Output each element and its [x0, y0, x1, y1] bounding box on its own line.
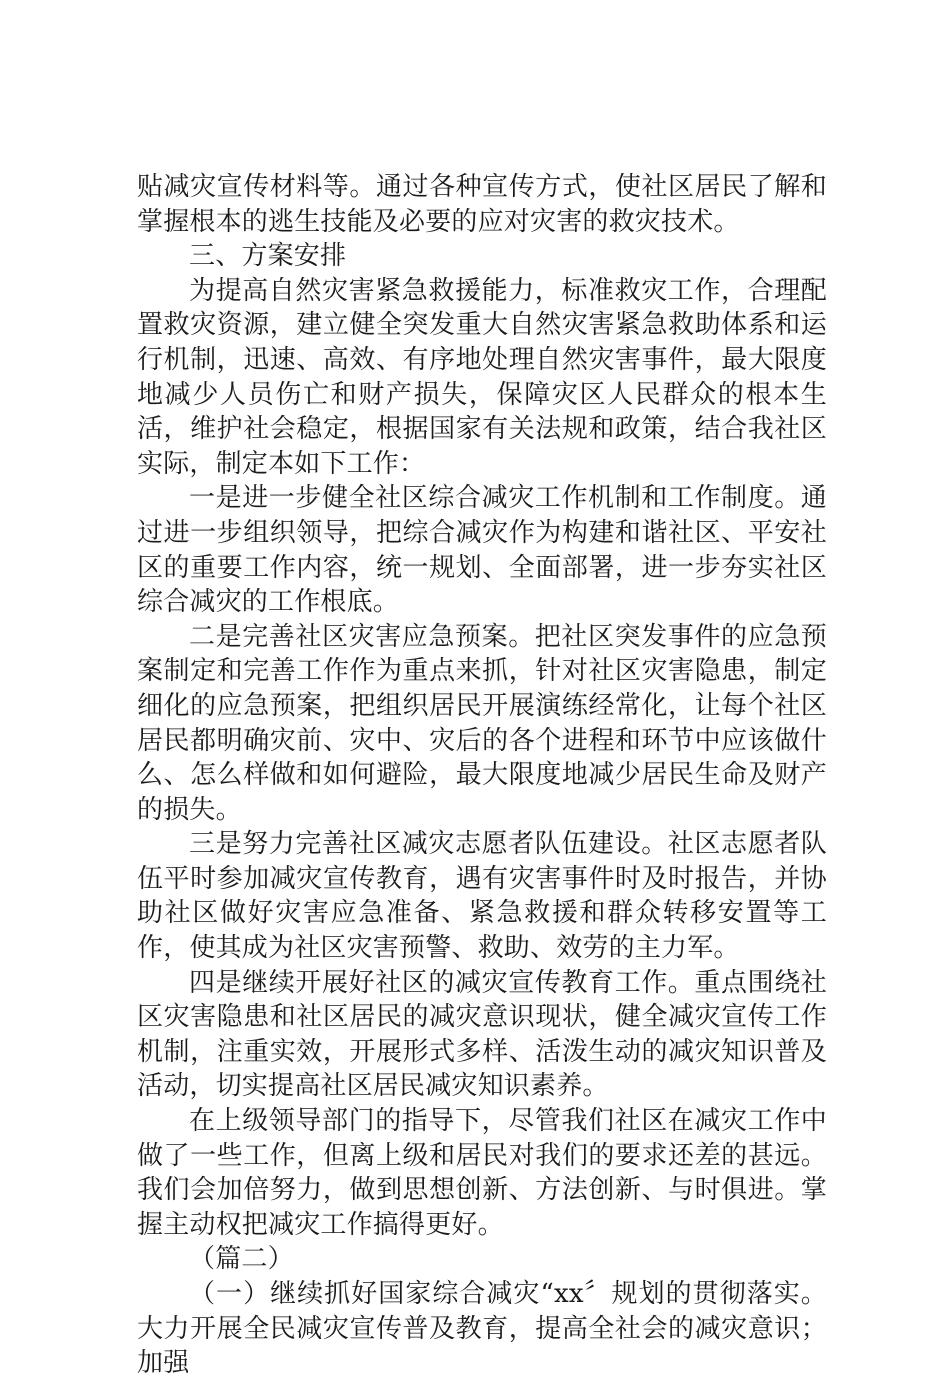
paragraph-item-4: 四是继续开展好社区的减灾宣传教育工作。重点围绕社区灾害隐患和社区居民的减灾意识现状，健全减灾宣传工作机制，注重实效，开展形式多样、活泼生动的减灾知识普及活动，切实提高社区居民减灾知识素养。 [137, 967, 827, 1102]
paragraph-continuation: 贴减灾宣传材料等。通过各种宣传方式，使社区居民了解和掌握根本的逃生技能及必要的应对灾害的救灾技术。 [137, 172, 827, 237]
paragraph-item-3: 三是努力完善社区减灾志愿者队伍建设。社区志愿者队伍平时参加减灾宣传教育，遇有灾害事件时及时报告，并协助社区做好灾害应急准备、紧急救援和群众转移安置等工作，使其成为社区灾害预警、救助、效劳的主力军。 [137, 829, 827, 964]
paragraph-item-1: 一是进一步健全社区综合减灾工作机制和工作制度。通过进一步组织领导，把综合减灾作为构建和谐社区、平安社区的重要工作内容，统一规划、全面部署，进一步夯实社区综合减灾的工作根底。 [137, 483, 827, 618]
paragraph-item-2: 二是完善社区灾害应急预案。把社区突发事件的应急预案制定和完善工作作为重点来抓，针对社区灾害隐患，制定细化的应急预案，把组织居民开展演练经常化，让每个社区居民都明确灾前、灾中、灾后的各个进程和环节中应该做什么、怎么样做和如何避险，最大限度地减少居民生命及财产的损失。 [137, 621, 827, 825]
paragraph-part2-item-1: （一）继续抓好国家综合减灾“xx〞规划的贯彻落实。大力开展全民减灾宣传普及教育，提高全社会的减灾意识；加强 [137, 1279, 827, 1379]
document-body [137, 170, 827, 1381]
paragraph-conclusion: 在上级领导部门的指导下，尽管我们社区在减灾工作中做了一些工作，但离上级和居民对我们的要求还差的甚远。我们会加倍努力，做到思想创新、方法创新、与时俱进。掌握主动权把减灾工作搞得更好。 [137, 1106, 827, 1240]
part-heading: （篇二） [189, 1244, 294, 1275]
section-heading: 三、方案安排 [189, 241, 347, 272]
paragraph-intro: 为提高自然灾害紧急救援能力，标准救灾工作，合理配置救灾资源，建立健全突发重大自然灾害紧急救助体系和运行机制，迅速、高效、有序地处理自然灾害事件，最大限度地减少人员伤亡和财产损失，保障灾区人民群众的根本生活，维护社会稳定，根据国家有关法规和政策，结合我社区实际，制定本如下工作： [137, 275, 827, 479]
